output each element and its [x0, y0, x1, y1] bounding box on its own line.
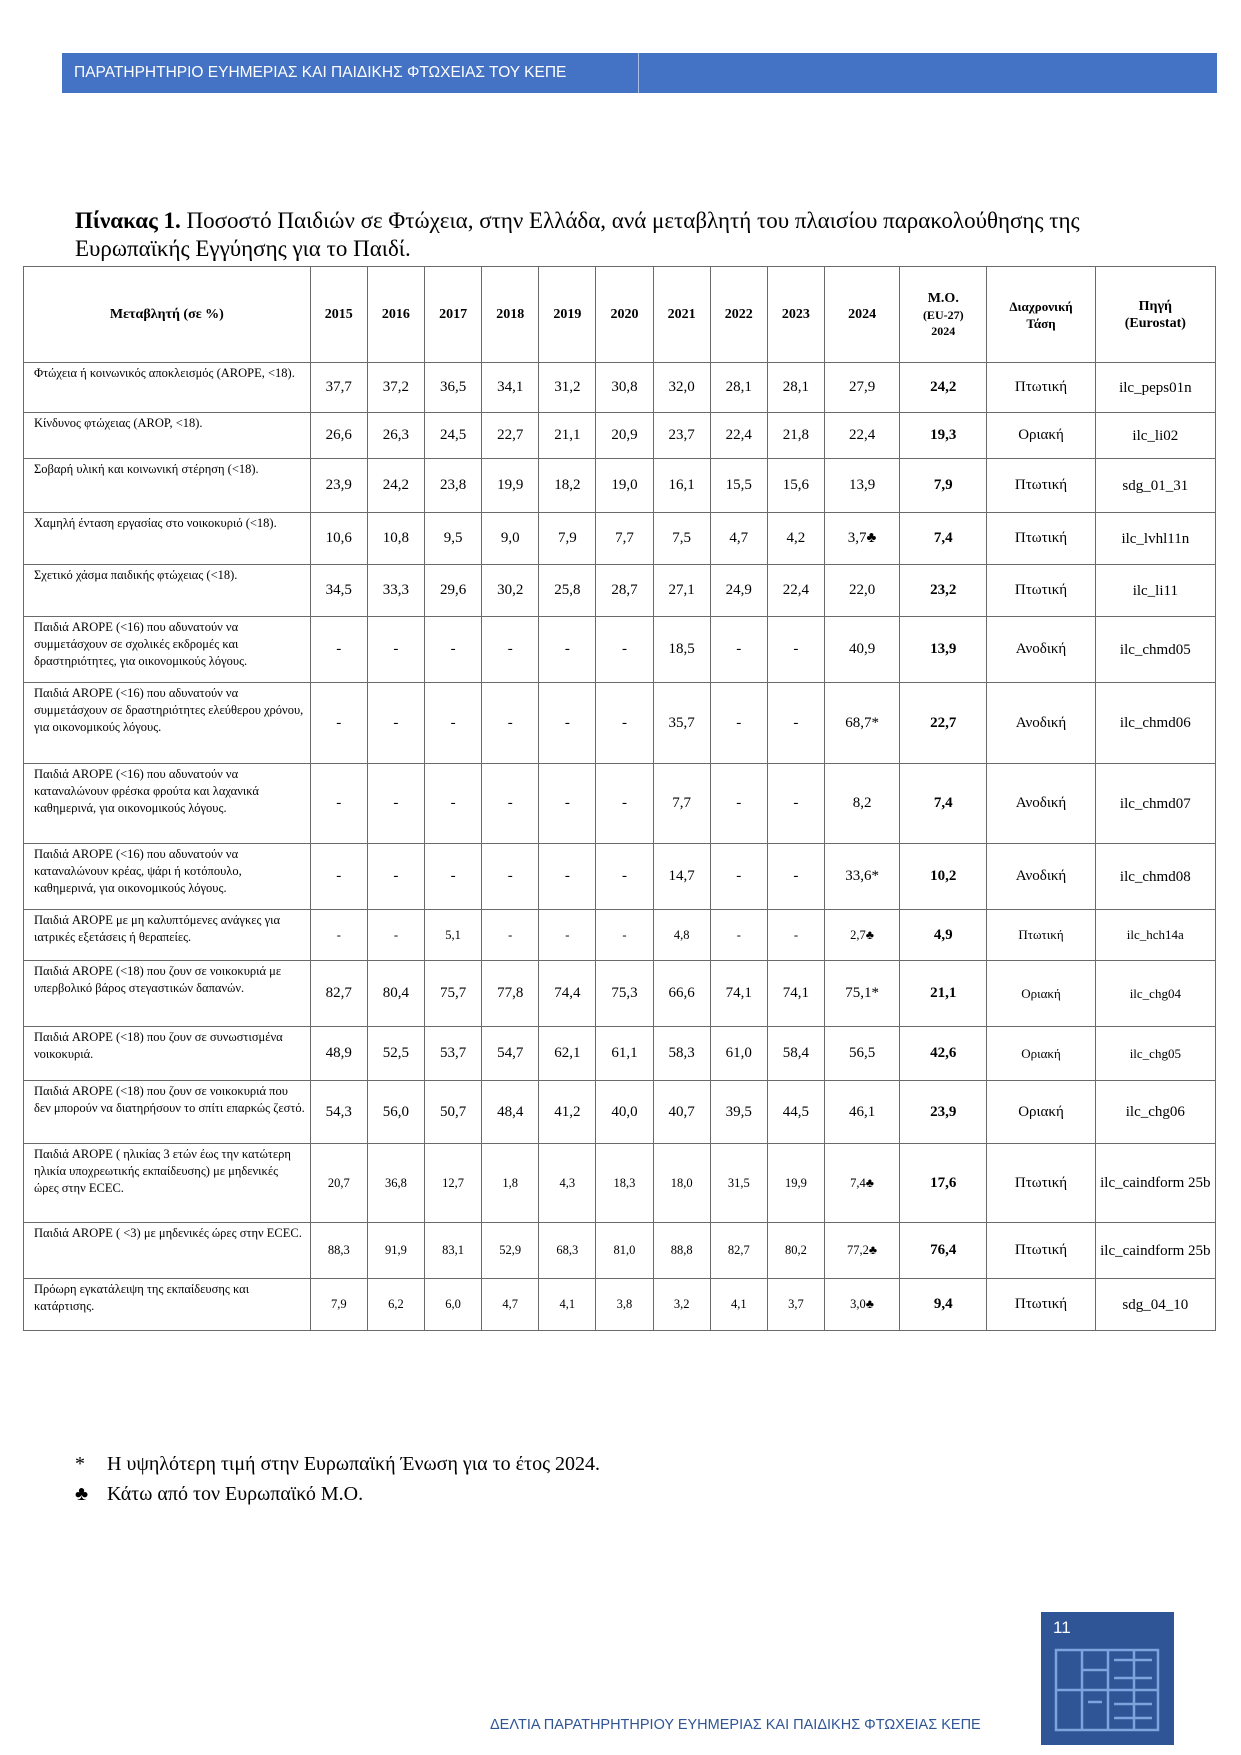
eu-average-cell: 13,9 — [900, 617, 987, 683]
value-cell: 54,7 — [482, 1027, 539, 1081]
eu-average-cell: 76,4 — [900, 1223, 987, 1279]
value-cell: - — [367, 764, 424, 844]
eu-average-cell: 7,9 — [900, 459, 987, 513]
note-text: Κάτω από τον Ευρωπαϊκό Μ.Ο. — [107, 1483, 364, 1505]
value-cell: 83,1 — [425, 1223, 482, 1279]
variable-cell: Φτώχεια ή κοινωνικός αποκλεισμός (AROPE, <18). — [24, 363, 311, 413]
value-cell: 25,8 — [539, 565, 596, 617]
value-cell: 5,1 — [425, 910, 482, 961]
value-cell: 10,8 — [367, 513, 424, 565]
value-cell: 18,2 — [539, 459, 596, 513]
table-row — [24, 1223, 1216, 1279]
trend-cell: Ανοδική — [987, 844, 1095, 910]
kepe-logo-icon — [1054, 1648, 1160, 1732]
variable-cell: Παιδιά AROPE (<18) που ζουν σε συνωστισμένα νοικοκυριά. — [24, 1027, 311, 1081]
value-cell: - — [596, 617, 653, 683]
value-cell: 29,6 — [425, 565, 482, 617]
trend-cell: Ανοδική — [987, 764, 1095, 844]
notes — [75, 1449, 600, 1509]
table-body — [24, 363, 1216, 1331]
value-cell: 40,0 — [596, 1081, 653, 1144]
value-cell: 22,0 — [824, 565, 899, 617]
value-cell: 68,3 — [539, 1223, 596, 1279]
header-avg-line1: Μ.Ο. — [927, 291, 959, 306]
source-cell: ilc_peps01n — [1095, 363, 1215, 413]
variable-cell: Παιδιά AROPE (<18) που ζουν σε νοικοκυριά που δεν μπορούν να διατηρήσουν το σπίτι επαρκώς ζεστό. — [24, 1081, 311, 1144]
value-cell: - — [767, 617, 824, 683]
value-cell: - — [539, 844, 596, 910]
table-row — [24, 413, 1216, 459]
variable-cell: Παιδιά AROPE (<16) που αδυνατούν να καταναλώνουν φρέσκα φρούτα και λαχανικά καθημερινά, για οικονομικούς λόγους. — [24, 764, 311, 844]
value-cell: - — [367, 617, 424, 683]
variable-cell: Παιδιά AROPE με μη καλυπτόμενες ανάγκες για ιατρικές εξετάσεις ή θεραπείες. — [24, 910, 311, 961]
variable-cell: Παιδιά AROPE (<18) που ζουν σε νοικοκυριά με υπερβολικό βάρος στεγαστικών δαπανών. — [24, 961, 311, 1027]
value-cell: - — [310, 764, 367, 844]
value-cell: 20,7 — [310, 1144, 367, 1223]
table-row — [24, 961, 1216, 1027]
page-number-box — [1041, 1612, 1174, 1745]
value-cell: 31,5 — [710, 1144, 767, 1223]
footer-text: ΔΕΛΤΙΑ ΠΑΡΑΤΗΡΗΤΗΡΙΟΥ ΕΥΗΜΕΡΙΑΣ ΚΑΙ ΠΑΙΔΙΚΗΣ ΦΤΩΧΕΙΑΣ ΚΕΠΕ — [490, 1717, 981, 1733]
value-cell: - — [425, 764, 482, 844]
value-cell: 16,1 — [653, 459, 710, 513]
value-cell: 9,5 — [425, 513, 482, 565]
value-cell: 41,2 — [539, 1081, 596, 1144]
caption-text: Ποσοστό Παιδιών σε Φτώχεια, στην Ελλάδα, ανά μεταβλητή του πλαισίου παρακολούθησης της Ευρωπαϊκής Εγγύησης για το Παιδί. — [75, 208, 1080, 261]
value-cell: - — [710, 910, 767, 961]
value-cell: 74,4 — [539, 961, 596, 1027]
value-cell: - — [767, 844, 824, 910]
table-row — [24, 1279, 1216, 1331]
value-cell: 22,4 — [767, 565, 824, 617]
value-cell: 27,9 — [824, 363, 899, 413]
value-cell: 10,6 — [310, 513, 367, 565]
value-cell: - — [425, 844, 482, 910]
value-cell: 61,1 — [596, 1027, 653, 1081]
value-cell: 18,5 — [653, 617, 710, 683]
table-row — [24, 565, 1216, 617]
value-cell: 66,6 — [653, 961, 710, 1027]
value-cell: 81,0 — [596, 1223, 653, 1279]
value-cell: - — [710, 844, 767, 910]
trend-cell: Οριακή — [987, 413, 1095, 459]
header-year: 2024 — [824, 267, 899, 363]
header-title: ΠΑΡΑΤΗΡΗΤΗΡΙΟ ΕΥΗΜΕΡΙΑΣ ΚΑΙ ΠΑΙΔΙΚΗΣ ΦΤΩΧΕΙΑΣ ΤΟΥ ΚΕΠΕ — [74, 64, 567, 81]
table-row — [24, 363, 1216, 413]
trend-cell: Πτωτική — [987, 363, 1095, 413]
value-cell: 1,8 — [482, 1144, 539, 1223]
eu-average-cell: 17,6 — [900, 1144, 987, 1223]
value-cell: - — [539, 683, 596, 764]
value-cell: 80,4 — [367, 961, 424, 1027]
value-cell: 33,3 — [367, 565, 424, 617]
value-cell: 23,8 — [425, 459, 482, 513]
table-row — [24, 764, 1216, 844]
value-cell: 74,1 — [710, 961, 767, 1027]
value-cell: 7,7 — [653, 764, 710, 844]
variable-cell: Παιδιά AROPE ( ηλικίας 3 ετών έως την κατώτερη ηλικία υποχρεωτικής εκπαίδευσης) με μηδενικές ώρες στην ECEC. — [24, 1144, 311, 1223]
value-cell: - — [482, 910, 539, 961]
note-symbol: ♣ — [75, 1483, 89, 1505]
variable-cell: Σχετικό χάσμα παιδικής φτώχειας (<18). — [24, 565, 311, 617]
value-cell: 61,0 — [710, 1027, 767, 1081]
value-cell: 53,7 — [425, 1027, 482, 1081]
table-caption — [75, 207, 1175, 263]
value-cell: 4,7 — [482, 1279, 539, 1331]
value-cell: 21,8 — [767, 413, 824, 459]
value-cell: 52,5 — [367, 1027, 424, 1081]
source-cell: ilc_chmd06 — [1095, 683, 1215, 764]
eu-average-cell: 24,2 — [900, 363, 987, 413]
trend-cell: Οριακή — [987, 1081, 1095, 1144]
value-cell: 24,2 — [367, 459, 424, 513]
value-cell: - — [482, 617, 539, 683]
note-symbol: * — [75, 1453, 85, 1475]
trend-cell: Πτωτική — [987, 565, 1095, 617]
value-cell: 36,8 — [367, 1144, 424, 1223]
value-cell: 62,1 — [539, 1027, 596, 1081]
header-source — [1095, 267, 1215, 363]
header-year: 2015 — [310, 267, 367, 363]
value-cell: - — [310, 844, 367, 910]
value-cell: 19,0 — [596, 459, 653, 513]
value-cell: 20,9 — [596, 413, 653, 459]
value-cell: - — [710, 683, 767, 764]
value-cell: 7,9 — [539, 513, 596, 565]
value-cell: 26,3 — [367, 413, 424, 459]
table-row — [24, 1081, 1216, 1144]
value-cell: 22,4 — [824, 413, 899, 459]
header-year: 2018 — [482, 267, 539, 363]
header-eu-average — [900, 267, 987, 363]
value-cell: 3,7♣ — [824, 513, 899, 565]
value-cell: 19,9 — [767, 1144, 824, 1223]
value-cell: 82,7 — [310, 961, 367, 1027]
eu-average-cell: 21,1 — [900, 961, 987, 1027]
value-cell: 15,6 — [767, 459, 824, 513]
value-cell: 7,4♣ — [824, 1144, 899, 1223]
table-row — [24, 844, 1216, 910]
header-band — [62, 53, 1217, 93]
value-cell: - — [710, 617, 767, 683]
table-row — [24, 1144, 1216, 1223]
value-cell: - — [767, 683, 824, 764]
table-row — [24, 683, 1216, 764]
value-cell: 75,1* — [824, 961, 899, 1027]
value-cell: - — [425, 683, 482, 764]
eu-average-cell: 42,6 — [900, 1027, 987, 1081]
header-year: 2022 — [710, 267, 767, 363]
value-cell: 74,1 — [767, 961, 824, 1027]
header-variable: Μεταβλητή (σε %) — [24, 267, 311, 363]
header-avg-line2: (EU-27) — [922, 308, 964, 322]
value-cell: 37,7 — [310, 363, 367, 413]
value-cell: 26,6 — [310, 413, 367, 459]
eu-average-cell: 19,3 — [900, 413, 987, 459]
value-cell: 58,3 — [653, 1027, 710, 1081]
value-cell: - — [596, 844, 653, 910]
value-cell: 4,7 — [710, 513, 767, 565]
trend-cell: Πτωτική — [987, 513, 1095, 565]
trend-cell: Ανοδική — [987, 683, 1095, 764]
header-year: 2023 — [767, 267, 824, 363]
eu-average-cell: 23,9 — [900, 1081, 987, 1144]
value-cell: 3,7 — [767, 1279, 824, 1331]
source-cell: ilc_caindform 25b — [1095, 1144, 1215, 1223]
value-cell: - — [539, 617, 596, 683]
eu-average-cell: 23,2 — [900, 565, 987, 617]
value-cell: 30,8 — [596, 363, 653, 413]
value-cell: 8,2 — [824, 764, 899, 844]
value-cell: 52,9 — [482, 1223, 539, 1279]
value-cell: 56,0 — [367, 1081, 424, 1144]
source-cell: ilc_lvhl11n — [1095, 513, 1215, 565]
value-cell: 4,2 — [767, 513, 824, 565]
value-cell: 40,9 — [824, 617, 899, 683]
value-cell: 23,7 — [653, 413, 710, 459]
note-below-average — [75, 1479, 600, 1509]
value-cell: 34,1 — [482, 363, 539, 413]
value-cell: 56,5 — [824, 1027, 899, 1081]
value-cell: 22,4 — [710, 413, 767, 459]
value-cell: 28,1 — [767, 363, 824, 413]
header-trend-line1: Διαχρονική — [1009, 298, 1073, 314]
eu-average-cell: 7,4 — [900, 764, 987, 844]
header-row — [24, 267, 1216, 363]
page-number: 11 — [1053, 1618, 1071, 1637]
value-cell: - — [539, 910, 596, 961]
value-cell: 6,0 — [425, 1279, 482, 1331]
value-cell: 82,7 — [710, 1223, 767, 1279]
value-cell: 27,1 — [653, 565, 710, 617]
trend-cell: Πτωτική — [987, 1279, 1095, 1331]
header-year: 2017 — [425, 267, 482, 363]
variable-cell: Πρόωρη εγκατάλειψη της εκπαίδευσης και κατάρτισης. — [24, 1279, 311, 1331]
header-divider — [638, 53, 639, 93]
eu-average-cell: 22,7 — [900, 683, 987, 764]
eu-average-cell: 9,4 — [900, 1279, 987, 1331]
table-row — [24, 910, 1216, 961]
value-cell: 80,2 — [767, 1223, 824, 1279]
source-cell: sdg_04_10 — [1095, 1279, 1215, 1331]
value-cell: 68,7* — [824, 683, 899, 764]
trend-cell: Πτωτική — [987, 459, 1095, 513]
value-cell: - — [367, 683, 424, 764]
variable-cell: Παιδιά AROPE (<16) που αδυνατούν να συμμετάσχουν σε σχολικές εκδρομές και δραστηριότητες, για οικονομικούς λόγους. — [24, 617, 311, 683]
value-cell: 23,9 — [310, 459, 367, 513]
eu-average-cell: 7,4 — [900, 513, 987, 565]
value-cell: 75,7 — [425, 961, 482, 1027]
trend-cell: Πτωτική — [987, 910, 1095, 961]
value-cell: 4,1 — [710, 1279, 767, 1331]
value-cell: - — [482, 844, 539, 910]
header-year: 2016 — [367, 267, 424, 363]
source-cell: ilc_li11 — [1095, 565, 1215, 617]
value-cell: 39,5 — [710, 1081, 767, 1144]
data-table — [23, 266, 1216, 1331]
source-cell: ilc_chg06 — [1095, 1081, 1215, 1144]
value-cell: 36,5 — [425, 363, 482, 413]
value-cell: 21,1 — [539, 413, 596, 459]
value-cell: - — [482, 683, 539, 764]
value-cell: - — [710, 764, 767, 844]
value-cell: 7,9 — [310, 1279, 367, 1331]
trend-cell: Πτωτική — [987, 1144, 1095, 1223]
header-trend — [987, 267, 1095, 363]
value-cell: 44,5 — [767, 1081, 824, 1144]
trend-cell: Πτωτική — [987, 1223, 1095, 1279]
table-row — [24, 459, 1216, 513]
trend-cell: Οριακή — [987, 961, 1095, 1027]
source-cell: ilc_li02 — [1095, 413, 1215, 459]
value-cell: 46,1 — [824, 1081, 899, 1144]
value-cell: - — [539, 764, 596, 844]
trend-cell: Οριακή — [987, 1027, 1095, 1081]
value-cell: 34,5 — [310, 565, 367, 617]
value-cell: 91,9 — [367, 1223, 424, 1279]
source-cell: ilc_chmd07 — [1095, 764, 1215, 844]
value-cell: 12,7 — [425, 1144, 482, 1223]
value-cell: 3,0♣ — [824, 1279, 899, 1331]
value-cell: 22,7 — [482, 413, 539, 459]
source-cell: ilc_chmd05 — [1095, 617, 1215, 683]
value-cell: 4,3 — [539, 1144, 596, 1223]
value-cell: 88,8 — [653, 1223, 710, 1279]
value-cell: 7,5 — [653, 513, 710, 565]
value-cell: 35,7 — [653, 683, 710, 764]
variable-cell: Παιδιά AROPE ( <3) με μηδενικές ώρες στην ECEC. — [24, 1223, 311, 1279]
value-cell: 4,1 — [539, 1279, 596, 1331]
source-cell: sdg_01_31 — [1095, 459, 1215, 513]
value-cell: - — [310, 910, 367, 961]
value-cell: 9,0 — [482, 513, 539, 565]
value-cell: 31,2 — [539, 363, 596, 413]
value-cell: 48,4 — [482, 1081, 539, 1144]
value-cell: - — [425, 617, 482, 683]
value-cell: - — [596, 683, 653, 764]
header-year: 2021 — [653, 267, 710, 363]
value-cell: 77,8 — [482, 961, 539, 1027]
value-cell: 40,7 — [653, 1081, 710, 1144]
value-cell: 77,2♣ — [824, 1223, 899, 1279]
value-cell: - — [596, 910, 653, 961]
value-cell: 58,4 — [767, 1027, 824, 1081]
value-cell: - — [767, 764, 824, 844]
value-cell: - — [482, 764, 539, 844]
table-row — [24, 513, 1216, 565]
value-cell: 37,2 — [367, 363, 424, 413]
value-cell: 24,5 — [425, 413, 482, 459]
value-cell: - — [310, 617, 367, 683]
value-cell: 88,3 — [310, 1223, 367, 1279]
source-cell: ilc_chg04 — [1095, 961, 1215, 1027]
value-cell: 15,5 — [710, 459, 767, 513]
variable-cell: Παιδιά AROPE (<16) που αδυνατούν να συμμετάσχουν σε δραστηριότητες ελεύθερου χρόνου, για οικονομικούς λόγους. — [24, 683, 311, 764]
header-trend-line2: Τάση — [1026, 315, 1056, 331]
value-cell: 33,6* — [824, 844, 899, 910]
value-cell: 24,9 — [710, 565, 767, 617]
eu-average-cell: 10,2 — [900, 844, 987, 910]
value-cell: 3,2 — [653, 1279, 710, 1331]
value-cell: 75,3 — [596, 961, 653, 1027]
note-highest — [75, 1449, 600, 1479]
table-row — [24, 617, 1216, 683]
value-cell: 28,7 — [596, 565, 653, 617]
value-cell: 50,7 — [425, 1081, 482, 1144]
trend-cell: Ανοδική — [987, 617, 1095, 683]
source-cell: ilc_chmd08 — [1095, 844, 1215, 910]
variable-cell: Σοβαρή υλική και κοινωνική στέρηση (<18). — [24, 459, 311, 513]
value-cell: 3,8 — [596, 1279, 653, 1331]
variable-cell: Χαμηλή ένταση εργασίας στο νοικοκυριό (<18). — [24, 513, 311, 565]
value-cell: 32,0 — [653, 363, 710, 413]
value-cell: 2,7♣ — [824, 910, 899, 961]
value-cell: 14,7 — [653, 844, 710, 910]
value-cell: - — [367, 844, 424, 910]
value-cell: 13,9 — [824, 459, 899, 513]
value-cell: 30,2 — [482, 565, 539, 617]
variable-cell: Παιδιά AROPE (<16) που αδυνατούν να καταναλώνουν κρέας, ψάρι ή κοτόπουλο, καθημερινά, για οικονομικούς λόγους. — [24, 844, 311, 910]
source-cell: ilc_hch14a — [1095, 910, 1215, 961]
value-cell: 4,8 — [653, 910, 710, 961]
note-text: Η υψηλότερη τιμή στην Ευρωπαϊκή Ένωση για το έτος 2024. — [107, 1453, 600, 1475]
value-cell: 6,2 — [367, 1279, 424, 1331]
header-avg-line3: 2024 — [931, 324, 956, 338]
header-year: 2020 — [596, 267, 653, 363]
header-source-line2: (Eurostat) — [1124, 315, 1186, 331]
value-cell: 7,7 — [596, 513, 653, 565]
value-cell: 18,0 — [653, 1144, 710, 1223]
value-cell: - — [767, 910, 824, 961]
table-row — [24, 1027, 1216, 1081]
source-cell: ilc_chg05 — [1095, 1027, 1215, 1081]
value-cell: 28,1 — [710, 363, 767, 413]
source-cell: ilc_caindform 25b — [1095, 1223, 1215, 1279]
value-cell: 54,3 — [310, 1081, 367, 1144]
variable-cell: Κίνδυνος φτώχειας (AROP, <18). — [24, 413, 311, 459]
header-source-line1: Πηγή — [1138, 298, 1172, 314]
caption-label: Πίνακας 1. — [75, 208, 181, 233]
value-cell: 48,9 — [310, 1027, 367, 1081]
header-year: 2019 — [539, 267, 596, 363]
value-cell: - — [367, 910, 424, 961]
eu-average-cell: 4,9 — [900, 910, 987, 961]
value-cell: 18,3 — [596, 1144, 653, 1223]
value-cell: - — [596, 764, 653, 844]
value-cell: 19,9 — [482, 459, 539, 513]
value-cell: - — [310, 683, 367, 764]
